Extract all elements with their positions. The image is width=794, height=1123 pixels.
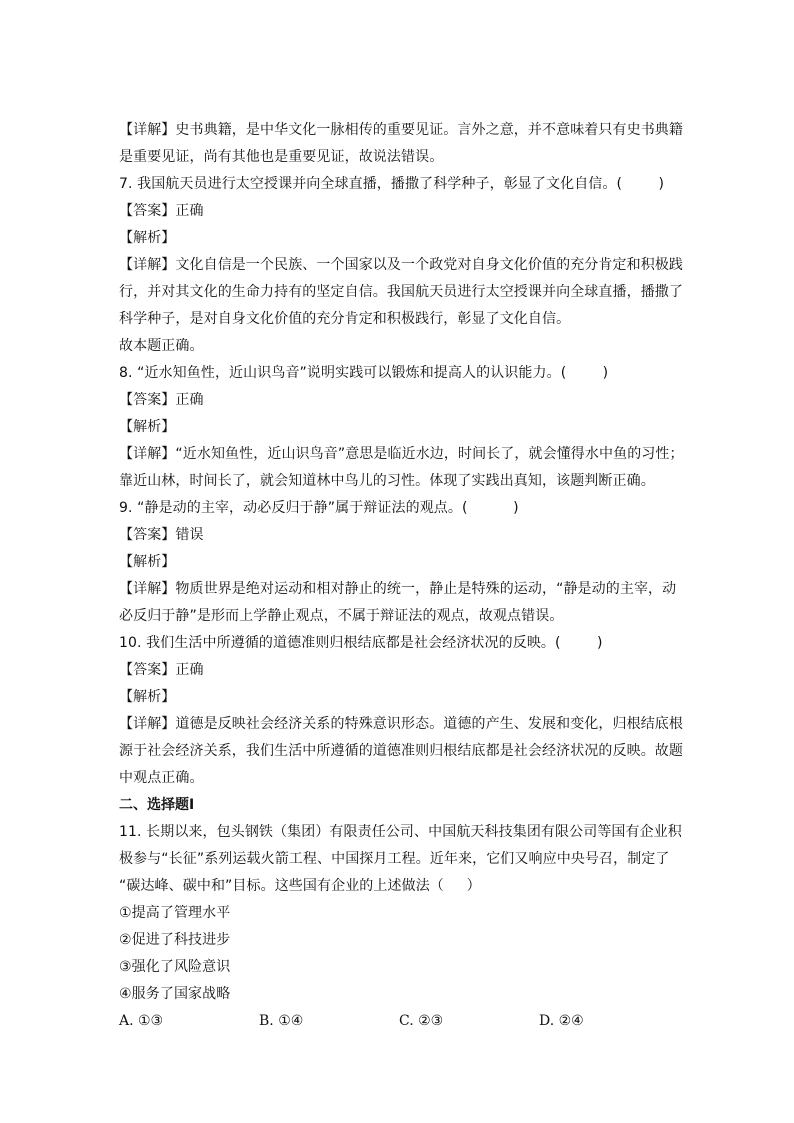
question-7 (119, 171, 679, 198)
question-8 (119, 360, 679, 387)
answer-q7 (119, 198, 679, 225)
analysis-q10 (119, 684, 679, 711)
text-line: 【详解】史书典籍，是中华文化一脉相传的重要见证。言外之意，并不意味着只有史书典籍 (119, 122, 683, 138)
answer-q10 (119, 657, 679, 684)
text-line: 源于社会经济关系，我们生活中所遵循的道德准则归根结底都是社会经济状况的反映。故题 (119, 743, 683, 759)
text-line: 极参与“长征”系列运载火箭工程、中国探月工程。近年来，它们又响应中央号召，制定了 (119, 851, 670, 867)
option-b[interactable]: B. ①④ (259, 1013, 304, 1029)
question-11 (119, 819, 682, 900)
text-line: 【解析】 (119, 230, 176, 246)
section-title: 二、选择题Ⅰ (119, 797, 195, 813)
text-line: 必反归于静”是形而上学静止观点，不属于辩证法的观点，故观点错误。 (119, 608, 564, 624)
text-line: 【解析】 (119, 419, 176, 435)
text-line: 【详解】“近水知鱼性，近山识鸟音”意思是临近水边，时间长了，就会懂得水中鱼的习性； (119, 446, 684, 462)
statement-4 (119, 981, 679, 1008)
detail-q9 (119, 576, 679, 630)
text-line: 10. 我们生活中所遵循的道德准则归根结底都是社会经济状况的反映。( ) (119, 635, 603, 651)
detail-q6 (119, 117, 683, 171)
option-c[interactable]: C. ②③ (399, 1013, 444, 1029)
text-line: 【答案】错误 (119, 527, 204, 543)
detail-q8 (119, 441, 684, 495)
text-line: ③强化了风险意识 (119, 959, 231, 975)
text-line: 8. “近水知鱼性，近山识鸟音”说明实践可以锻炼和提高人的认识能力。( ) (119, 365, 609, 381)
question-9 (119, 495, 679, 522)
option-a[interactable]: A. ①③ (119, 1013, 164, 1029)
analysis-q9 (119, 549, 679, 576)
document-content (119, 117, 684, 1035)
text-line: 中观点正确。 (119, 770, 204, 786)
answer-options (119, 1008, 679, 1035)
analysis-q7 (119, 225, 679, 252)
option-d[interactable]: D. ②④ (539, 1013, 584, 1029)
text-line: 【答案】正确 (119, 662, 204, 678)
statement-2 (119, 927, 679, 954)
text-line: ②促进了科技进步 (119, 932, 231, 948)
text-line: 【详解】道德是反映社会经济关系的特殊意识形态。道德的产生、发展和变化，归根结底根 (119, 716, 683, 732)
statement-1 (119, 900, 679, 927)
text-line: 科学种子，是对自身文化价值的充分肯定和积极践行，彰显了文化自信。 (119, 311, 571, 327)
text-line: 11. 长期以来，包头钢铁（集团）有限责任公司、中国航天科技集团有限公司等国有企业积 (119, 824, 682, 840)
text-line: 7. 我国航天员进行太空授课并向全球直播，播撒了科学种子，彰显了文化自信。( ) (119, 176, 665, 192)
question-10 (119, 630, 679, 657)
text-line: 【解析】 (119, 689, 176, 705)
text-line: ①提高了管理水平 (119, 905, 231, 921)
text-line: 是重要见证，尚有其他也是重要见证，故说法错误。 (119, 149, 444, 165)
text-line: “碳达峰、碳中和”目标。这些国有企业的上述做法（ ） (119, 878, 481, 894)
text-line: 【答案】正确 (119, 203, 204, 219)
analysis-q8 (119, 414, 679, 441)
detail-q10 (119, 711, 683, 792)
text-line: 【答案】正确 (119, 392, 204, 408)
detail-q7 (119, 252, 683, 360)
text-line: ④服务了国家战略 (119, 986, 231, 1002)
text-line: 【解析】 (119, 554, 176, 570)
text-line: 9. “静是动的主宰，动必反归于静”属于辩证法的观点。( ) (119, 500, 519, 516)
text-line: 【详解】文化自信是一个民族、一个国家以及一个政党对自身文化价值的充分肯定和积极践 (119, 257, 683, 273)
text-line: 【详解】物质世界是绝对运动和相对静止的统一，静止是特殊的运动，“静是动的主宰，动 (119, 581, 677, 597)
section-heading (119, 792, 679, 819)
text-line: 靠近山林，时间长了，就会知道林中鸟儿的习性。体现了实践出真知，该题判断正确。 (119, 473, 655, 489)
answer-q9 (119, 522, 679, 549)
answer-q8 (119, 387, 679, 414)
text-line: 行，并对其文化的生命力持有的坚定自信。我国航天员进行太空授课并向全球直播，播撒了 (119, 284, 683, 300)
text-line: 故本题正确。 (119, 338, 204, 354)
statement-3 (119, 954, 679, 981)
